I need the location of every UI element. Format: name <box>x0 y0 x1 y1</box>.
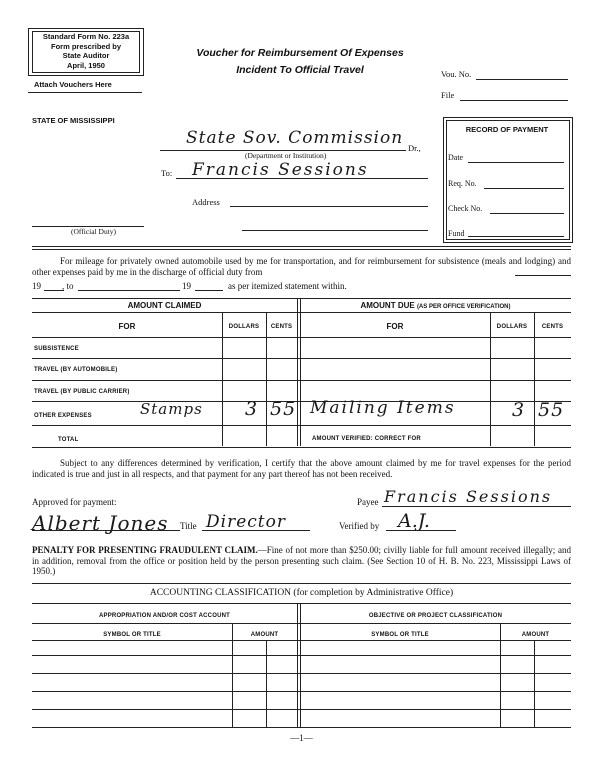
verified-by-initials: A.J. <box>398 510 430 532</box>
other-claimed-dollars: 3 <box>245 398 258 420</box>
attach-line <box>28 92 142 93</box>
accounting-row-line <box>32 673 571 674</box>
file-field[interactable] <box>460 100 568 101</box>
amount-header-right: AMOUNT <box>521 632 550 638</box>
address-label: Address <box>192 197 220 207</box>
accounting-title: ACCOUNTING CLASSIFICATION (for completion by Administrative Office) <box>149 588 454 598</box>
to-label: To: <box>161 168 173 178</box>
period-year-2-field[interactable] <box>195 290 223 291</box>
approved-label: Approved for payment: <box>32 497 117 507</box>
title-label: Title <box>180 521 197 531</box>
accounting-subheader-line <box>32 623 571 624</box>
payment-req-label: Req. No. <box>448 179 477 188</box>
row-travel-auto: TRAVEL (BY AUTOMOBILE) <box>34 367 118 373</box>
row-other-expenses: OTHER EXPENSES <box>34 413 92 419</box>
other-claimed-description: Stamps <box>140 400 203 418</box>
accounting-amount-divider-right <box>500 623 501 727</box>
payee-signature: Francis Sessions <box>384 487 553 506</box>
for-header-left: FOR <box>118 322 136 331</box>
amount-due-header: AMOUNT DUE (AS PER OFFICE VERIFICATION) <box>360 301 511 310</box>
period-year-1: 19 <box>32 281 41 291</box>
attach-vouchers-label: Attach Vouchers Here <box>34 80 112 89</box>
penalty-notice: PENALTY FOR PRESENTING FRAUDULENT CLAIM.—Fine of not more than $250.00; civilly liable for full amount received illegally; and in addition, removal from the office or position held by the person presenting such claim. (See Section 10 of H. B. No. 223, Mississippi Laws of 1950.) <box>32 545 571 576</box>
cents-divider-right <box>534 312 535 446</box>
voucher-number-label: Vou. No. <box>441 69 472 79</box>
department-caption: (Department or Institution) <box>245 151 327 160</box>
title-handwriting: Director <box>206 512 286 532</box>
other-due-description: Mailing Items <box>310 398 456 418</box>
dollars-divider-left <box>222 312 223 446</box>
state-label: STATE OF MISSISSIPPI <box>32 116 115 125</box>
accounting-row-line <box>32 640 571 641</box>
other-claimed-cents: 55 <box>270 398 297 420</box>
form-number-box-inner <box>32 31 140 73</box>
record-of-payment-title: RECORD OF PAYMENT <box>465 125 549 134</box>
verified-by-label: Verified by <box>339 521 380 531</box>
dollars-divider-right <box>490 312 491 446</box>
payee-handwriting-top: Francis Sessions <box>192 160 369 180</box>
separator-line <box>32 249 571 250</box>
form-title: Voucher for Reimbursement Of Expenses Incident To Official Travel <box>196 47 404 76</box>
dollars-header-right: DOLLARS <box>496 324 528 330</box>
payment-fund-label: Fund <box>448 229 465 238</box>
to-field[interactable] <box>176 178 428 179</box>
payment-check-field[interactable] <box>490 213 564 214</box>
payment-fund-field[interactable] <box>468 236 564 237</box>
accounting-top-line <box>32 583 571 584</box>
accounting-header-line <box>32 603 571 604</box>
certification-text: Subject to any differences determined by verification, I certify that the above amount claimed by me for travel expenses for the period indicated is true and just in all respects, and that payment for any part thereof has not been received. <box>32 458 571 479</box>
accounting-row-line <box>32 655 571 656</box>
payee-label: Payee <box>357 497 379 507</box>
other-due-dollars: 3 <box>512 399 525 421</box>
amount-claimed-header: AMOUNT CLAIMED <box>127 301 202 310</box>
table-center-divider <box>300 298 301 446</box>
page-number: —1— <box>290 733 313 743</box>
payment-date-field[interactable] <box>468 162 564 163</box>
accounting-cents-divider-left <box>266 640 267 727</box>
objective-header: OBJECTIVE OR PROJECT CLASSIFICATION <box>368 613 503 619</box>
form-prescribed: Form prescribed by <box>50 41 122 51</box>
cents-header-right: CENTS <box>541 324 564 330</box>
other-due-cents: 55 <box>538 399 565 421</box>
form-number: Standard Form No. 223a <box>42 32 130 41</box>
address-field[interactable] <box>230 206 428 207</box>
department-handwriting: State Sov. Commission <box>186 128 404 148</box>
period-from-field[interactable] <box>515 275 571 276</box>
address-field-2[interactable] <box>242 230 428 231</box>
cents-divider-left <box>266 312 267 446</box>
payment-req-field[interactable] <box>484 188 564 189</box>
period-year-2: 19 <box>182 281 191 291</box>
approver-signature: Albert Jones <box>32 511 169 535</box>
payment-date-label: Date <box>448 153 464 162</box>
amount-verified-label: AMOUNT VERIFIED: CORRECT FOR <box>312 436 421 442</box>
symbol-header-right: SYMBOL OR TITLE <box>371 632 429 638</box>
title-field[interactable] <box>202 530 310 531</box>
form-date: April, 1950 <box>67 60 105 70</box>
form-auditor: State Auditor <box>62 51 110 60</box>
period-to-label: , to <box>62 281 74 291</box>
row-subsistence: SUBSISTENCE <box>34 346 79 352</box>
period-to-field[interactable] <box>78 290 180 291</box>
accounting-cents-divider-right <box>534 640 535 727</box>
dollars-header-left: DOLLARS <box>228 324 260 330</box>
approver-signature-line[interactable] <box>32 530 180 531</box>
file-label: File <box>441 90 455 100</box>
accounting-row-line <box>32 691 571 692</box>
row-travel-carrier: TRAVEL (BY PUBLIC CARRIER) <box>34 389 130 395</box>
separator-line <box>32 246 571 247</box>
appropriation-header: APPROPRIATION AND/OR COST ACCOUNT <box>98 613 231 619</box>
accounting-row-line <box>32 709 571 710</box>
symbol-header-left: SYMBOL OR TITLE <box>103 632 161 638</box>
for-header-right: FOR <box>386 322 404 331</box>
row-total: TOTAL <box>58 437 79 443</box>
dr-label: Dr., <box>408 143 421 153</box>
accounting-bottom-line <box>32 727 571 728</box>
accounting-amount-divider-left <box>232 623 233 727</box>
payee-signature-line[interactable] <box>382 506 571 507</box>
table-center-divider <box>297 298 298 446</box>
payment-check-label: Check No. <box>448 204 483 213</box>
itemized-label: as per itemized statement within. <box>228 281 347 291</box>
official-duty-label: (Official Duty) <box>71 227 117 236</box>
voucher-number-field[interactable] <box>476 79 568 80</box>
mileage-statement: For mileage for privately owned automobile used by me for transportation, and for reimbursement for subsistence (meals and lodging) and other expenses paid by me in the discharge of official duty from <box>32 256 571 277</box>
amount-header-left: AMOUNT <box>250 632 279 638</box>
cents-header-left: CENTS <box>270 324 293 330</box>
verified-by-field[interactable] <box>386 530 456 531</box>
period-year-1-field[interactable] <box>44 290 64 291</box>
